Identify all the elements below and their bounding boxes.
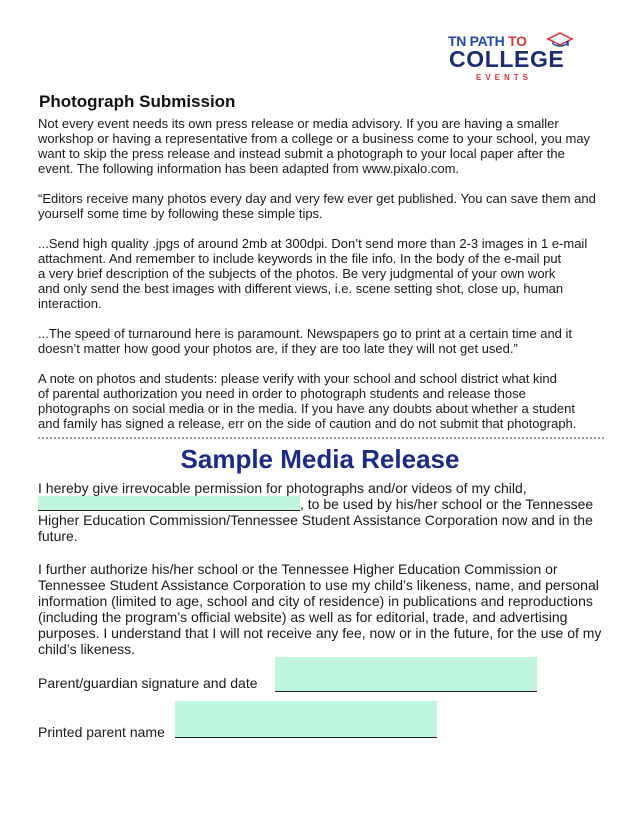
signature-date-field[interactable] — [275, 657, 537, 692]
logo-path: PATH — [469, 33, 505, 49]
editors-quote-paragraph: “Editors receive many photos every day and very few ever get published. You can save them and yourself some time by following these simple tips. — [38, 191, 596, 221]
printed-name-field[interactable] — [175, 701, 437, 738]
child-name-field[interactable] — [38, 496, 300, 511]
permission-text-start: I hereby give irrevocable permission for photographs and/or videos of my child, — [38, 480, 527, 496]
intro-paragraph: Not every event needs its own press release or media advisory. If you are having a smaller workshop or having a representative from a college or a business come to your school, you may want to skip the press release and instead submit a photograph to your local paper after the event. The following information has been adapted from www.pixalo.com. — [38, 116, 591, 176]
students-note-paragraph: A note on photos and students: please verify with your school and school district what kind of parental authorization you need in order to photograph students and release those photographs on social media or in the media. If you have any doubts about whether a student and family has signed a release, err on the side of caution and do not submit that photograph. — [38, 371, 577, 431]
logo-tn: TN — [448, 33, 467, 49]
sample-media-release-heading: Sample Media Release — [180, 444, 460, 474]
printed-name-label: Printed parent name — [38, 724, 165, 740]
logo-to: TO — [508, 33, 527, 49]
turnaround-paragraph: ...The speed of turnaround here is paramount. Newspapers go to print at a certain time and it doesn’t matter how good your photos are, if they are too late they will not get used.” — [38, 326, 573, 356]
photograph-submission-heading: Photograph Submission — [39, 92, 236, 111]
logo-events: EVENTS — [476, 73, 533, 82]
permission-text-end: , to be used by his/her school or the Tennessee Higher Education Commission/Tennessee Student Assistance Corporation now and in the future. — [38, 496, 594, 544]
tips-paragraph: ...Send high quality .jpgs of around 2mb at 300dpi. Don’t send more than 2-3 images in 1 e-mail attachment. And remember to include keywords in the file info. In the body of the e-mail put a very brief description of the subjects of the photos. Be very judgmental of your own work and only send the best images with different views, i.e. scene setting shot, close up, human interaction. — [38, 236, 588, 311]
signature-label: Parent/guardian signature and date — [38, 675, 258, 691]
logo-college: COLLEGE — [449, 46, 565, 72]
graduation-cap-icon — [546, 31, 574, 47]
tn-path-to-college-logo — [448, 33, 578, 83]
release-permission-paragraph — [38, 480, 608, 544]
dotted-divider — [38, 437, 604, 439]
release-authorization-paragraph: I further authorize his/her school or the Tennessee Higher Education Commission or Tennessee Student Assistance Corporation to use my child’s likeness, name, and personal information (limited to age, school and city of residence) in publications and reproductions (including the program’s official website) as well as for editorial, trade, and advertising purposes. I understand that I will not receive any fee, now or in the future, for the use of my child’s likeness. — [38, 561, 602, 657]
